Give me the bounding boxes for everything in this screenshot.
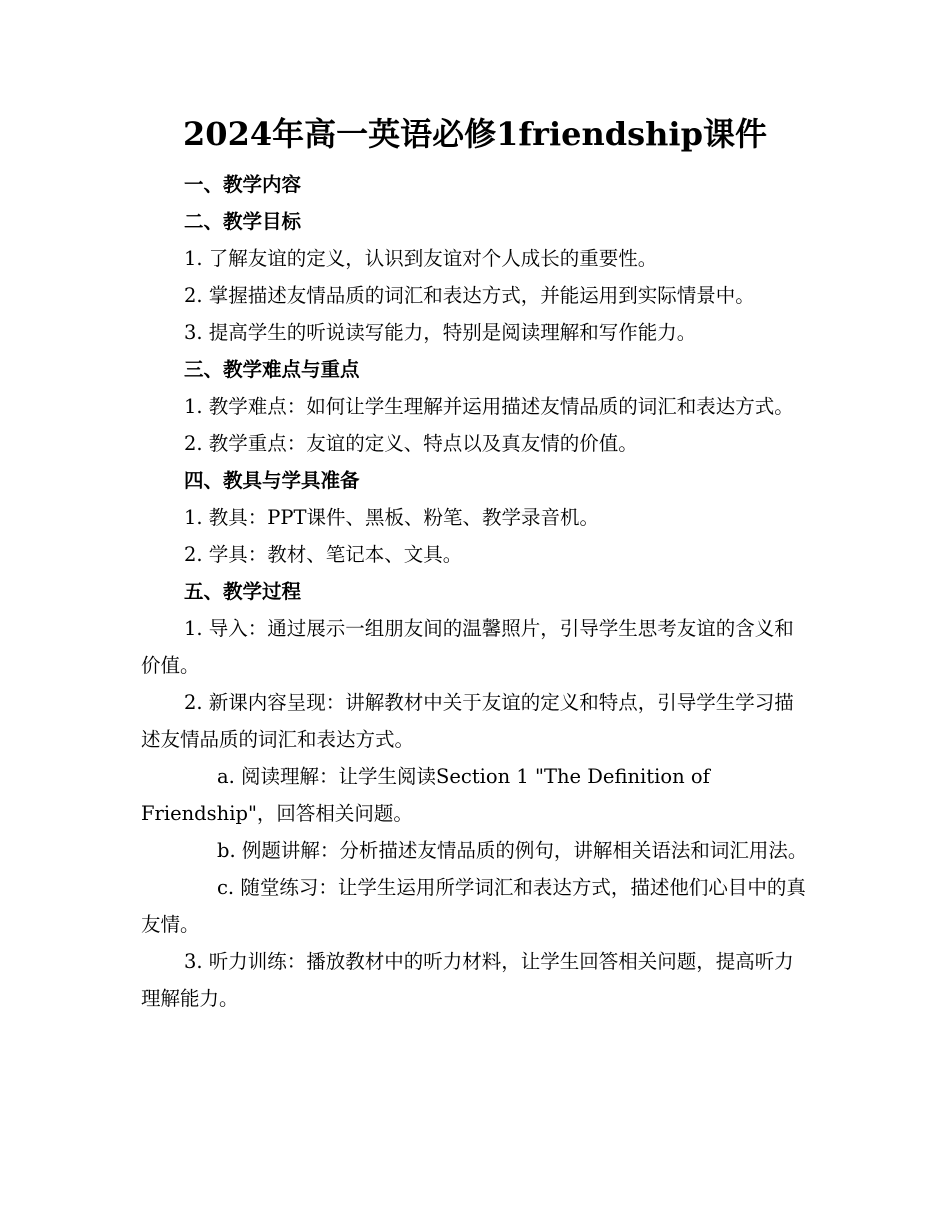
document-title: 2024年高一英语必修1friendship课件 <box>183 115 767 153</box>
section-heading-materials: 四、教具与学具准备 <box>184 469 360 492</box>
objective-item-1: 1. 了解友谊的定义，认识到友谊对个人成长的重要性。 <box>184 247 658 270</box>
process-step-2: 2. 新课内容呈现：讲解教材中关于友谊的定义和特点，引导学生学习描述友情品质的词汇和表达方式。 <box>141 691 794 751</box>
section-heading-content: 一、教学内容 <box>184 173 302 196</box>
key-point-difficulty: 1. 教学难点：如何让学生理解并运用描述友情品质的词汇和表达方式。 <box>184 395 794 418</box>
document-body <box>141 166 809 1017</box>
section-heading-key-points: 三、教学难点与重点 <box>184 358 360 381</box>
process-substep-b: b. 例题讲解：分析描述友情品质的例句，讲解相关语法和词汇用法。 <box>217 839 808 862</box>
objective-item-3: 3. 提高学生的听说读写能力，特别是阅读理解和写作能力。 <box>184 321 697 344</box>
process-step-3: 3. 听力训练：播放教材中的听力材料，让学生回答相关问题，提高听力理解能力。 <box>141 950 794 1010</box>
process-step-1: 1. 导入：通过展示一组朋友间的温馨照片，引导学生思考友谊的含义和价值。 <box>141 617 794 677</box>
objective-item-2: 2. 掌握描述友情品质的词汇和表达方式，并能运用到实际情景中。 <box>184 284 755 307</box>
materials-student: 2. 学具：教材、笔记本、文具。 <box>184 543 463 566</box>
section-heading-process: 五、教学过程 <box>184 580 302 603</box>
key-point-focus: 2. 教学重点：友谊的定义、特点以及真友情的价值。 <box>184 432 638 455</box>
process-substep-c: c. 随堂练习：让学生运用所学词汇和表达方式，描述他们心目中的真友情。 <box>141 876 806 936</box>
section-heading-objectives: 二、教学目标 <box>184 210 302 233</box>
materials-teacher: 1. 教具：PPT课件、黑板、粉笔、教学录音机。 <box>184 506 600 529</box>
process-substep-a: a. 阅读理解：让学生阅读Section 1 "The Definition of Friendship"，回答相关问题。 <box>141 765 710 825</box>
